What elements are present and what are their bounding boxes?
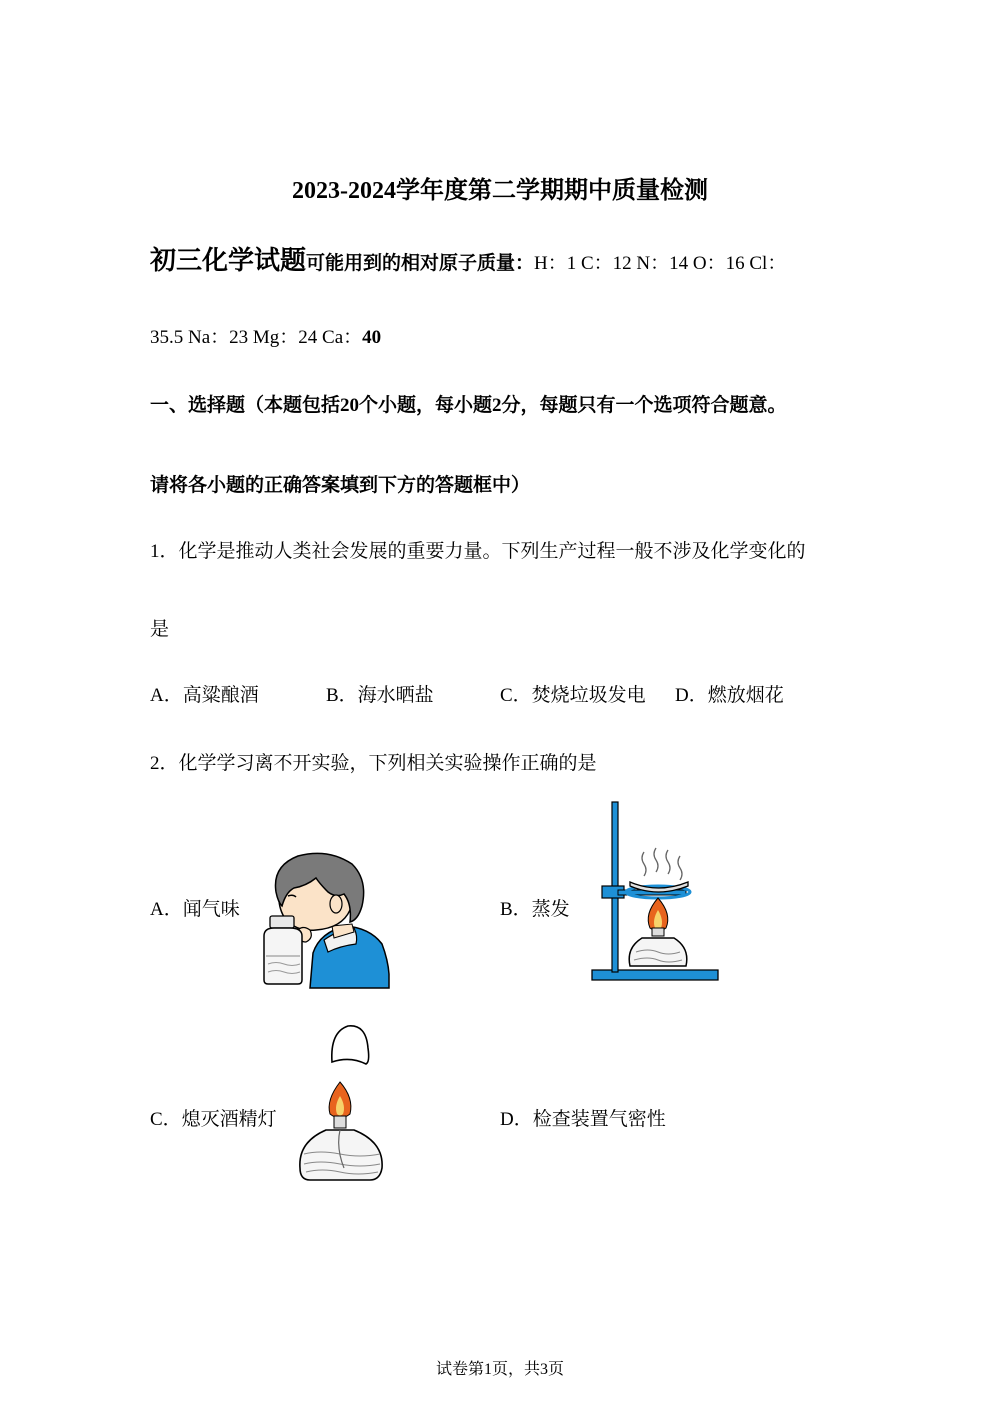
- question-1-line1: 1．化学是推动人类社会发展的重要力量。下列生产过程一般不涉及化学变化的: [150, 541, 806, 562]
- q1-option-a: A．高粱酿酒: [150, 685, 259, 706]
- section-heading-1: 一、选择题（本题包括20个小题，每小题2分，每题只有一个选项符合题意。: [150, 395, 787, 416]
- subject-title: 初三化学试题: [150, 246, 307, 275]
- q2-option-c: C．熄灭酒精灯: [150, 1109, 277, 1130]
- masses-line2: 35.5 Na：23 Mg：24 Ca：: [150, 327, 363, 348]
- section-heading-2: 请将各小题的正确答案填到下方的答题框中）: [150, 475, 531, 496]
- q2-option-b: B．蒸发: [500, 899, 570, 920]
- masses-line2-row: [150, 322, 381, 349]
- question-2-line1: 2．化学学习离不开实验，下列相关实验操作正确的是: [150, 753, 597, 774]
- masses-last: 40: [362, 327, 382, 348]
- person-smelling-bottle-icon: [258, 848, 393, 988]
- page-footer: 试卷第1页，共3页: [435, 1361, 564, 1378]
- question-1-line2: 是: [150, 619, 170, 640]
- masses-label: 可能用到的相对原子质量：: [306, 253, 535, 274]
- page-title: 2023-2024学年度第二学期期中质量检测: [292, 178, 708, 204]
- alcohol-lamp-cap-icon: [296, 1018, 396, 1186]
- subject-line: [150, 240, 786, 277]
- q2-option-a: A．闻气味: [150, 899, 240, 920]
- q1-option-c: C．焚烧垃圾发电: [500, 685, 646, 706]
- q2-option-d: D．检查装置气密性: [500, 1109, 666, 1130]
- evaporation-stand-icon: [588, 798, 723, 988]
- q1-option-b: B．海水晒盐: [326, 685, 434, 706]
- q1-option-d: D．燃放烟花: [675, 685, 784, 706]
- masses-line1: H：1 C：12 N：14 O：16 Cl：: [534, 253, 787, 274]
